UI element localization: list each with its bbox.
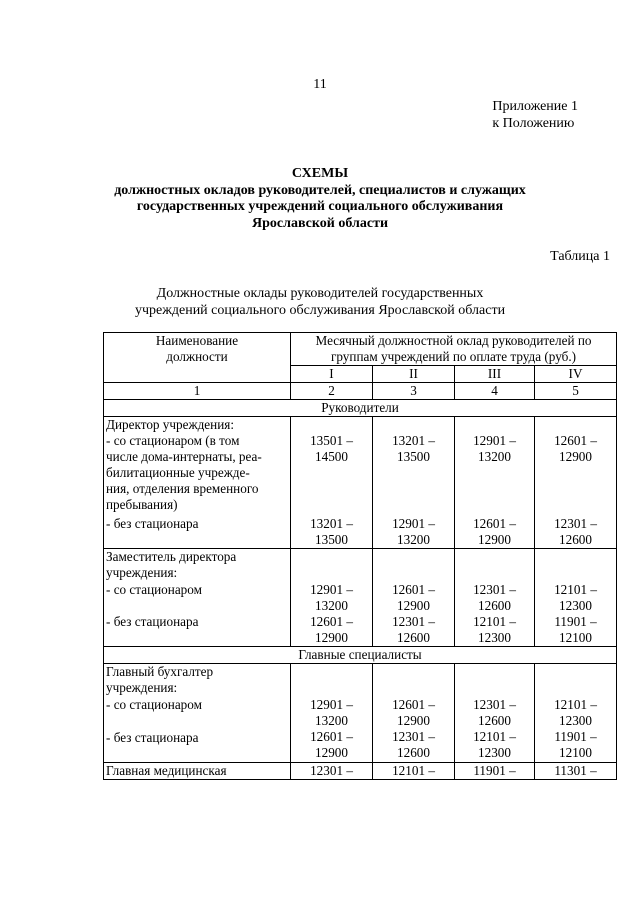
salary-value: 12300 — [559, 598, 592, 613]
salary-cell — [373, 549, 455, 647]
salary-value: 14500 — [315, 449, 348, 464]
group-header: III — [455, 366, 535, 383]
column-numbers-row — [104, 383, 617, 400]
salary-value: 13500 — [397, 449, 430, 464]
position-accountant — [104, 664, 291, 763]
salary-value: 12600 — [559, 532, 592, 547]
salary-value: 12101 – — [554, 582, 597, 597]
salary-cell — [535, 417, 617, 549]
salary-value: 12300 — [559, 713, 592, 728]
position-text: Заместитель директора — [106, 549, 237, 564]
salary-value: 12901 – — [310, 697, 353, 712]
appendix-reference — [492, 98, 578, 132]
header-position-name — [104, 333, 291, 383]
salary-value: 13501 – — [310, 433, 353, 448]
header-salary-line-1: Месячный должностной оклад руководителей по — [315, 333, 592, 348]
position-text: билитационные учрежде- — [106, 465, 250, 480]
salary-value: 12100 — [559, 630, 592, 645]
salary-cell: 12101 – — [373, 763, 455, 780]
position-text: Главный бухгалтер — [106, 664, 214, 679]
column-number: 3 — [373, 383, 455, 400]
salary-value: 13500 — [315, 532, 348, 547]
salary-cell: 11301 – — [535, 763, 617, 780]
caption-line-1: Должностные оклады руководителей государственных — [156, 286, 484, 301]
title-line-2: должностных окладов руководителей, специалистов и служащих — [114, 182, 526, 198]
salary-cell — [291, 549, 373, 647]
salary-value: 12601 – — [392, 582, 435, 597]
salary-value: 12900 — [315, 630, 348, 645]
salary-value: 13200 — [478, 449, 511, 464]
position-text: учреждения: — [106, 680, 178, 695]
group-header: IV — [535, 366, 617, 383]
appendix-line-2: к Положению — [492, 116, 575, 131]
salary-cell — [535, 664, 617, 763]
salary-value: 12601 – — [554, 433, 597, 448]
table-row-accountant — [104, 664, 617, 763]
caption-line-2: учреждений социального обслуживания Ярославской области — [134, 302, 506, 318]
salary-cell — [291, 664, 373, 763]
salary-value: 11901 – — [554, 729, 597, 744]
salary-cell — [535, 549, 617, 647]
salary-value: 12600 — [397, 745, 430, 760]
section-row — [104, 647, 617, 664]
position-text: - без стационара — [106, 614, 199, 629]
page-number: 11 — [313, 77, 327, 92]
salary-value: 12101 – — [473, 614, 516, 629]
salary-value: 12601 – — [310, 614, 353, 629]
position-director — [104, 417, 291, 549]
salary-value: 12900 — [397, 713, 430, 728]
salary-value: 12300 — [478, 745, 511, 760]
salary-value: 12601 – — [392, 697, 435, 712]
salary-value: 12301 – — [473, 697, 516, 712]
header-row — [104, 333, 617, 366]
section-heading-specialists: Главные специалисты — [104, 647, 617, 664]
position-text: - со стационаром (в том — [106, 433, 240, 448]
position-text: - без стационара — [106, 730, 199, 745]
salary-value: 11901 – — [554, 614, 597, 629]
salary-value: 12100 — [559, 745, 592, 760]
salary-value: 12901 – — [310, 582, 353, 597]
salary-value: 12900 — [559, 449, 592, 464]
salary-cell — [455, 549, 535, 647]
table-row-director — [104, 417, 617, 549]
salary-value: 12300 — [478, 630, 511, 645]
position-text: ния, отделения временного — [106, 481, 259, 496]
salary-value: 13201 – — [310, 516, 353, 531]
column-number: 1 — [104, 383, 291, 400]
title-line-1: СХЕМЫ — [291, 166, 349, 181]
table-row-deputy — [104, 549, 617, 647]
position-text: - со стационаром — [106, 697, 202, 712]
salary-value: 12101 – — [554, 697, 597, 712]
position-chief-nurse: Главная медицинская — [104, 763, 291, 780]
salary-value: 12301 – — [473, 582, 516, 597]
salary-value: 12900 — [315, 745, 348, 760]
salary-value: 12901 – — [473, 433, 516, 448]
document-title — [0, 166, 640, 232]
header-name-line-2: должности — [166, 349, 228, 364]
section-heading-managers: Руководители — [104, 400, 617, 417]
salary-cell — [373, 664, 455, 763]
salary-value: 12101 – — [473, 729, 516, 744]
salary-value: 12601 – — [310, 729, 353, 744]
column-number: 5 — [535, 383, 617, 400]
salary-cell — [291, 417, 373, 549]
position-text: - без стационара — [106, 516, 199, 531]
position-deputy — [104, 549, 291, 647]
position-text: числе дома-интернаты, реа- — [106, 449, 262, 464]
group-header: I — [291, 366, 373, 383]
salary-cell — [455, 664, 535, 763]
salary-value: 12600 — [478, 713, 511, 728]
salary-value: 12301 – — [554, 516, 597, 531]
position-text: пребывания) — [106, 497, 178, 512]
salary-value: 12901 – — [392, 516, 435, 531]
title-line-3: государственных учреждений социального обслуживания — [136, 199, 504, 214]
position-text: учреждения: — [106, 565, 178, 580]
position-text: - со стационаром — [106, 582, 202, 597]
header-salary-line-2: группам учреждений по оплате труда (руб.) — [330, 349, 577, 364]
salary-value: 13200 — [397, 532, 430, 547]
table-row-chief-nurse — [104, 763, 617, 780]
salary-cell: 12301 – — [291, 763, 373, 780]
salary-value: 12600 — [478, 598, 511, 613]
position-text: Директор учреждения: — [106, 417, 234, 432]
header-name-line-1: Наименование — [155, 333, 239, 348]
salary-value: 12301 – — [392, 729, 435, 744]
salary-value: 13200 — [315, 598, 348, 613]
title-line-4: Ярославской области — [251, 215, 389, 231]
group-header: II — [373, 366, 455, 383]
salary-value: 12600 — [397, 630, 430, 645]
column-number: 4 — [455, 383, 535, 400]
salary-value: 13200 — [315, 713, 348, 728]
salary-value: 12900 — [397, 598, 430, 613]
salary-value: 13201 – — [392, 433, 435, 448]
salary-value: 12301 – — [392, 614, 435, 629]
table-caption — [0, 286, 640, 319]
section-row — [104, 400, 617, 417]
salary-cell: 11901 – — [455, 763, 535, 780]
salary-value: 12601 – — [473, 516, 516, 531]
table-number: Таблица 1 — [550, 249, 610, 264]
salary-value: 12900 — [478, 532, 511, 547]
salary-cell — [455, 417, 535, 549]
header-salary — [291, 333, 617, 366]
column-number: 2 — [291, 383, 373, 400]
appendix-line-1: Приложение 1 — [492, 99, 578, 114]
salary-cell — [373, 417, 455, 549]
salary-table — [103, 332, 617, 780]
